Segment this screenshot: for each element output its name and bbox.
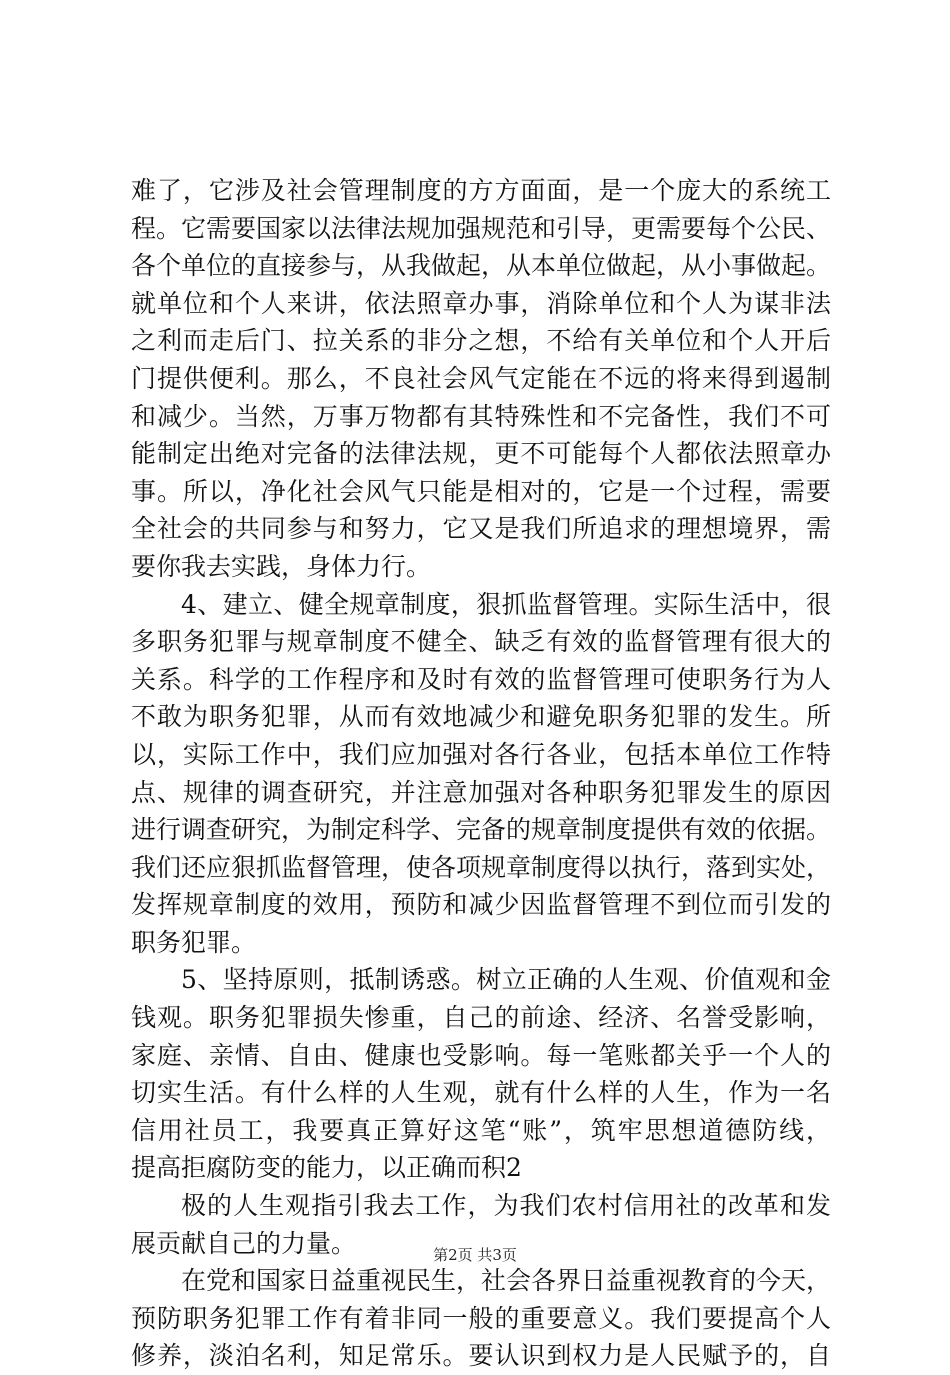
text-line: 程。它需要国家以法律法规加强规范和引导，更需要每个公民、	[131, 213, 831, 243]
text-line: 切实生活。有什么样的人生观，就有什么样的人生，作为一名	[131, 1078, 831, 1108]
paragraph-1	[131, 172, 831, 586]
text-line: 多职务犯罪与规章制度不健全、缺乏有效的监督管理有很大的	[131, 627, 831, 657]
text-line: 极的人生观指引我去工作，为我们农村信用社的改革和发	[181, 1191, 831, 1221]
text-line: 修养，淡泊名利，知足常乐。要认识到权力是人民赋予的，自	[131, 1341, 831, 1371]
text-line: 钱观。职务犯罪损失惨重，自己的前途、经济、名誉受影响，	[131, 1003, 831, 1033]
text-line: 5、坚持原则，抵制诱惑。树立正确的人生观、价值观和金	[181, 965, 831, 995]
text-line: 信用社员工，我要真正算好这笔“账”，筑牢思想道德防线，	[131, 1115, 831, 1145]
paragraph-2	[131, 586, 831, 962]
text-line: 提高拒腐防变的能力，以正确而积2	[131, 1153, 522, 1183]
text-line: 要你我去实践，身体力行。	[131, 551, 432, 581]
text-line: 就单位和个人来讲，依法照章办事，消除单位和个人为谋非法	[131, 288, 831, 318]
paragraph-3	[131, 961, 831, 1187]
text-line: 发挥规章制度的效用，预防和减少因监督管理不到位而引发的	[131, 890, 831, 920]
text-line: 和减少。当然，万事万物都有其特殊性和不完备性，我们不可	[131, 401, 831, 431]
text-line: 之利而走后门、拉关系的非分之想，不给有关单位和个人开后	[131, 326, 831, 356]
text-line: 进行调查研究，为制定科学、完备的规章制度提供有效的依据。	[131, 815, 831, 845]
text-line: 不敢为职务犯罪，从而有效地减少和避免职务犯罪的发生。所	[131, 702, 831, 732]
text-line: 以，实际工作中，我们应加强对各行各业，包括本单位工作特	[131, 739, 831, 769]
text-line: 点、规律的调查研究，并注意加强对各种职务犯罪发生的原因	[131, 777, 831, 807]
text-line: 难了，它涉及社会管理制度的方方面面，是一个庞大的系统工	[131, 176, 831, 205]
text-line: 事。所以，净化社会风气只能是相对的，它是一个过程，需要	[131, 476, 831, 506]
text-line: 在党和国家日益重视民生，社会各界日益重视教育的今天，	[181, 1266, 831, 1296]
page-footer	[0, 1245, 950, 1265]
text-line: 预防职务犯罪工作有着非同一般的重要意义。我们要提高个人	[131, 1303, 831, 1333]
text-line: 关系。科学的工作程序和及时有效的监督管理可使职务行为人	[131, 664, 831, 694]
text-line: 全社会的共同参与和努力，它又是我们所追求的理想境界，需	[131, 514, 831, 544]
text-line: 家庭、亲情、自由、健康也受影响。每一笔账都关乎一个人的	[131, 1040, 831, 1070]
text-line: 我们还应狠抓监督管理，使各项规章制度得以执行，落到实处，	[131, 852, 831, 882]
text-line: 能制定出绝对完备的法律法规，更不可能每个人都依法照章办	[131, 439, 831, 469]
text-line: 门提供便利。那么，不良社会风气定能在不远的将来得到遏制	[131, 363, 831, 393]
body-text	[131, 172, 831, 1375]
text-line: 4、建立、健全规章制度，狠抓监督管理。实际生活中，很	[181, 589, 831, 619]
text-line: 职务犯罪。	[131, 927, 257, 957]
page-number-label: 第2页 共3页	[433, 1246, 517, 1264]
text-line: 各个单位的直接参与，从我做起，从本单位做起，从小事做起。	[131, 251, 831, 281]
text-line: 展贡献自己的力量。	[131, 1228, 357, 1258]
paragraph-5	[131, 1262, 831, 1375]
